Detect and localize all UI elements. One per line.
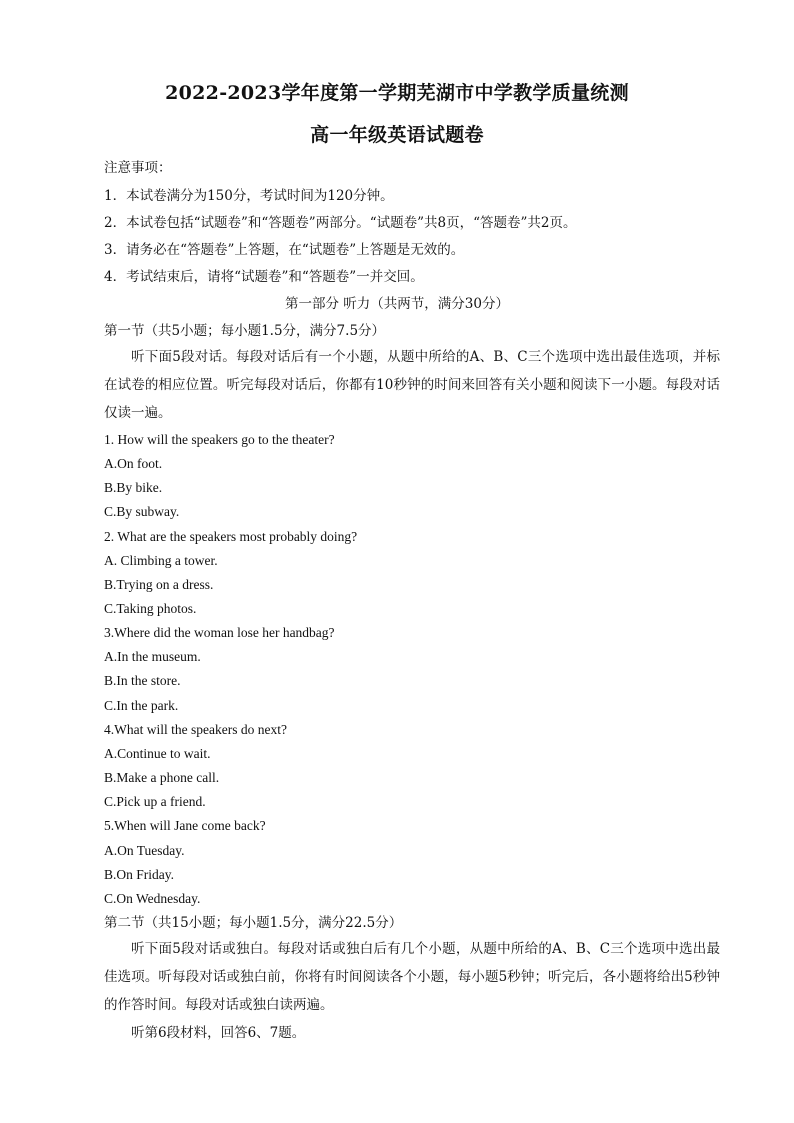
section2-instructions: 听下面5段对话或独白。每段对话或独白后有几个小题，从题中所给的A、B、C三个选项中选出最佳选项。听每段对话或独白前，你将有时间阅读各个小题，每小题5秒钟；听完后，各小题将给出5秒钟的作答时间。每段对话或独白读两遍。 bbox=[104, 941, 720, 1013]
option: C.By subway. bbox=[104, 504, 180, 519]
section2-heading: 第二节（共15小题；每小题1.5分，满分22.5分） bbox=[104, 915, 403, 931]
question-1: 1. How will the speakers go to the theater? bbox=[104, 432, 335, 447]
option: A.Continue to wait. bbox=[104, 746, 211, 761]
option: B.Make a phone call. bbox=[104, 770, 220, 785]
question-3: 3.Where did the woman lose her handbag? bbox=[104, 625, 335, 640]
note-item: 3．请务必在“答题卷”上答题，在“试题卷”上答题是无效的。 bbox=[104, 242, 465, 258]
option: C.In the park. bbox=[104, 698, 179, 713]
question-2: 2. What are the speakers most probably doing? bbox=[104, 529, 358, 544]
option: C.Taking photos. bbox=[104, 601, 197, 616]
material-6-prompt: 听第6段材料，回答6、7题。 bbox=[131, 1025, 306, 1041]
notes-heading: 注意事项： bbox=[104, 160, 172, 176]
option: B.Trying on a dress. bbox=[104, 577, 214, 592]
note-item: 2．本试卷包括“试题卷”和“答题卷”两部分。“试题卷”共8页，“答题卷”共2页。 bbox=[104, 215, 577, 231]
option: B.In the store. bbox=[104, 673, 181, 688]
exam-subtitle: 高一年级英语试题卷 bbox=[310, 124, 484, 146]
option: C.On Wednesday. bbox=[104, 891, 201, 906]
option: A.On Tuesday. bbox=[104, 843, 185, 858]
option: B.By bike. bbox=[104, 480, 163, 495]
part1-heading: 第一部分 听力（共两节，满分30分） bbox=[285, 296, 509, 312]
option: C.Pick up a friend. bbox=[104, 794, 206, 809]
section1-instructions: 听下面5段对话。每段对话后有一个小题，从题中所给的A、B、C三个选项中选出最佳选项，并标在试卷的相应位置。听完每段对话后，你都有10秒钟的时间来回答有关小题和阅读下一小题。每段对话仅读一遍。 bbox=[104, 349, 720, 421]
note-item: 4．考试结束后，请将“试题卷”和“答题卷”一并交回。 bbox=[104, 269, 424, 285]
option: A. Climbing a tower. bbox=[104, 553, 218, 568]
question-5: 5.When will Jane come back? bbox=[104, 818, 266, 833]
exam-title: 2022-2023学年度第一学期芜湖市中学教学质量统测 bbox=[165, 82, 629, 104]
option: A.In the museum. bbox=[104, 649, 201, 664]
option: A.On foot. bbox=[104, 456, 163, 471]
section1-heading: 第一节（共5小题；每小题1.5分，满分7.5分） bbox=[104, 323, 386, 339]
option: B.On Friday. bbox=[104, 867, 174, 882]
question-4: 4.What will the speakers do next? bbox=[104, 722, 287, 737]
note-item: 1．本试卷满分为150分，考试时间为120分钟。 bbox=[104, 188, 394, 204]
